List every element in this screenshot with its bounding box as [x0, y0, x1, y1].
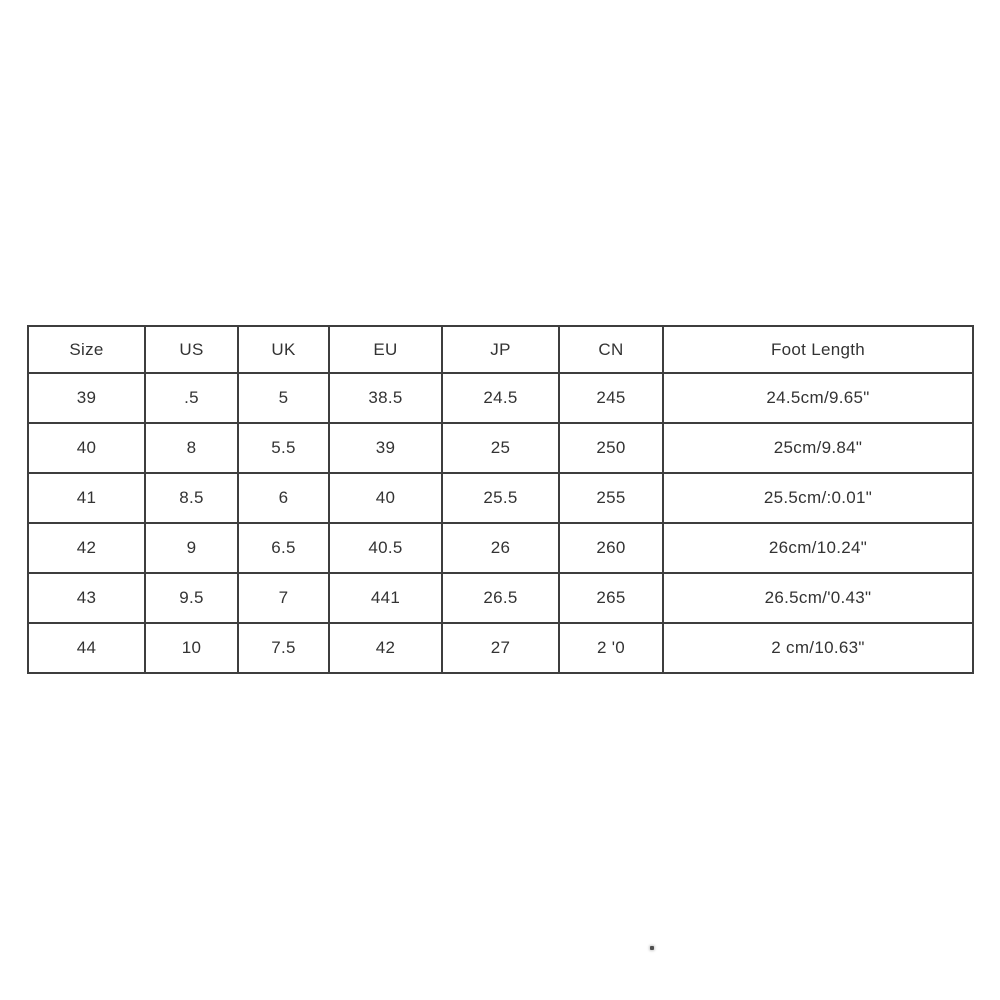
cell-eu: 38.5 — [329, 373, 442, 423]
cell-cn: 260 — [559, 523, 663, 573]
cell-eu: 42 — [329, 623, 442, 673]
cell-jp: 25 — [442, 423, 559, 473]
table-row — [28, 423, 973, 473]
cell-jp: 26.5 — [442, 573, 559, 623]
cell-us: 10 — [145, 623, 238, 673]
dot-artifact — [650, 946, 654, 950]
column-header-us: US — [145, 326, 238, 373]
table-row — [28, 373, 973, 423]
column-header-uk: UK — [238, 326, 329, 373]
cell-jp: 25.5 — [442, 473, 559, 523]
cell-cn: 265 — [559, 573, 663, 623]
column-header-foot-length: Foot Length — [663, 326, 973, 373]
table-row — [28, 523, 973, 573]
cell-jp: 27 — [442, 623, 559, 673]
cell-size: 41 — [28, 473, 145, 523]
shoe-size-chart-table — [27, 325, 974, 674]
cell-foot-length: 25.5cm/:0.01" — [663, 473, 973, 523]
cell-eu: 40.5 — [329, 523, 442, 573]
cell-uk: 5 — [238, 373, 329, 423]
column-header-jp: JP — [442, 326, 559, 373]
cell-size: 44 — [28, 623, 145, 673]
cell-us: 8 — [145, 423, 238, 473]
cell-eu: 441 — [329, 573, 442, 623]
cell-jp: 24.5 — [442, 373, 559, 423]
cell-cn: 2 '0 — [559, 623, 663, 673]
cell-uk: 7 — [238, 573, 329, 623]
header-row — [28, 326, 973, 373]
column-header-eu: EU — [329, 326, 442, 373]
cell-foot-length: 25cm/9.84" — [663, 423, 973, 473]
cell-uk: 6 — [238, 473, 329, 523]
cell-uk: 7.5 — [238, 623, 329, 673]
cell-eu: 40 — [329, 473, 442, 523]
cell-jp: 26 — [442, 523, 559, 573]
cell-size: 42 — [28, 523, 145, 573]
cell-size: 39 — [28, 373, 145, 423]
cell-foot-length: 26cm/10.24" — [663, 523, 973, 573]
cell-size: 43 — [28, 573, 145, 623]
cell-eu: 39 — [329, 423, 442, 473]
column-header-size: Size — [28, 326, 145, 373]
cell-cn: 245 — [559, 373, 663, 423]
table-row — [28, 623, 973, 673]
cell-foot-length: 24.5cm/9.65" — [663, 373, 973, 423]
cell-us: 9 — [145, 523, 238, 573]
column-header-cn: CN — [559, 326, 663, 373]
cell-uk: 5.5 — [238, 423, 329, 473]
cell-size: 40 — [28, 423, 145, 473]
cell-us: 9.5 — [145, 573, 238, 623]
cell-foot-length: 2 cm/10.63" — [663, 623, 973, 673]
cell-cn: 250 — [559, 423, 663, 473]
table-row — [28, 573, 973, 623]
cell-uk: 6.5 — [238, 523, 329, 573]
cell-cn: 255 — [559, 473, 663, 523]
cell-us: 8.5 — [145, 473, 238, 523]
table-row — [28, 473, 973, 523]
cell-foot-length: 26.5cm/'0.43" — [663, 573, 973, 623]
cell-us: .5 — [145, 373, 238, 423]
